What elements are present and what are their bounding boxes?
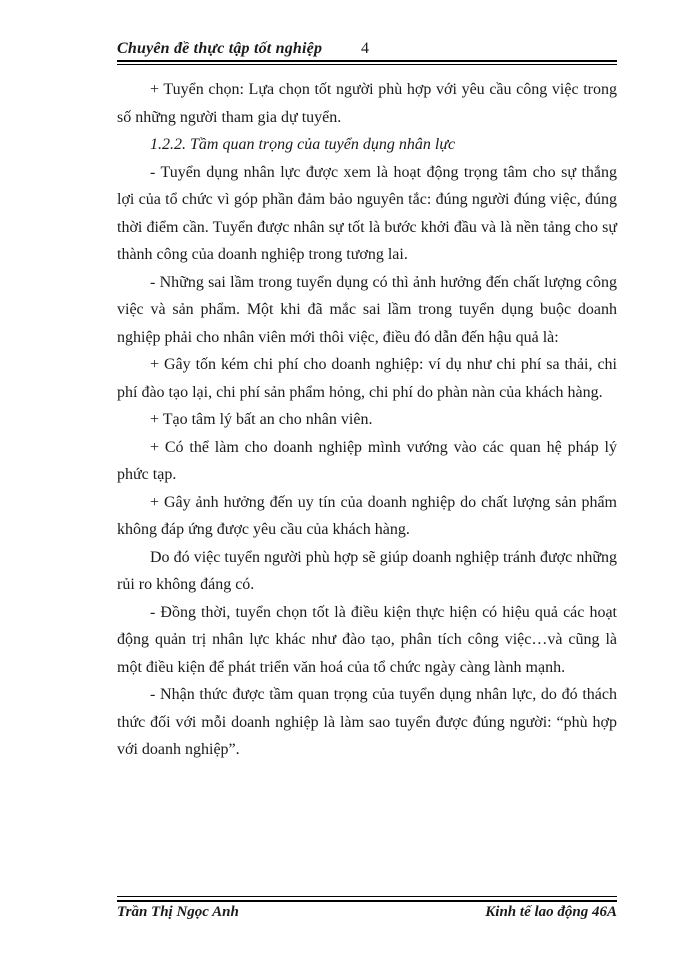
footer-author: Trần Thị Ngọc Anh bbox=[117, 904, 239, 920]
paragraph: Do đó việc tuyển người phù hợp sẽ giúp doanh nghiệp tránh được những rủi ro không đáng có. bbox=[117, 548, 617, 593]
paragraph: + Tuyển chọn: Lựa chọn tốt người phù hợp với yêu cầu công việc trong số những người tham gia dự tuyển. bbox=[117, 81, 617, 126]
page-footer bbox=[117, 896, 617, 926]
document-body bbox=[117, 76, 617, 764]
header-title: Chuyên đề thực tập tốt nghiệp bbox=[117, 40, 323, 57]
paragraph: + Gây tốn kém chi phí cho doanh nghiệp: ví dụ như chi phí sa thải, chi phí đào tạo lại, chi phí sản phẩm hỏng, chi phí do phàn nàn của khách hàng. bbox=[117, 356, 617, 401]
footer-class: Kinh tế lao động 46A bbox=[485, 904, 617, 920]
footer-rule bbox=[117, 900, 617, 902]
footer-rule-thin bbox=[117, 896, 617, 897]
paragraph: - Tuyển dụng nhân lực được xem là hoạt động trọng tâm cho sự thắng lợi của tổ chức vì góp phần đảm bảo nguyên tắc: đúng người đúng việc, đúng thời điểm cần. Tuyển được nhân sự tốt là bước khởi đầu và là nền tảng cho sự thành công của doanh nghiệp trong tương lai. bbox=[117, 163, 617, 263]
paragraph: + Có thể làm cho doanh nghiệp mình vướng vào các quan hệ pháp lý phức tạp. bbox=[117, 438, 617, 483]
page-header bbox=[117, 40, 617, 66]
header-rule-thin bbox=[117, 64, 617, 65]
header-rule bbox=[117, 60, 617, 62]
section-heading: 1.2.2. Tầm quan trọng của tuyển dụng nhân lực bbox=[150, 136, 456, 153]
paragraph: + Tạo tâm lý bất an cho nhân viên. bbox=[150, 411, 373, 428]
paragraph: - Những sai lầm trong tuyển dụng có thì ảnh hưởng đến chất lượng công việc và sản phẩm. Một khi đã mắc sai lầm trong tuyển dụng buộc doanh nghiệp phải cho nhân viên mới thôi việc, điều đó dẫn đến hậu quả là: bbox=[117, 273, 617, 346]
paragraph: - Đồng thời, tuyển chọn tốt là điều kiện thực hiện có hiệu quả các hoạt động quản trị nhân lực khác như đào tạo, phân tích công việc…và cũng là một điều kiện để phát triển văn hoá của tổ chức ngày càng lành mạnh. bbox=[117, 603, 617, 676]
paragraph: - Nhận thức được tầm quan trọng của tuyển dụng nhân lực, do đó thách thức đối với mỗi doanh nghiệp là làm sao tuyển được đúng người: “phù hợp với doanh nghiệp”. bbox=[117, 686, 617, 758]
paragraph: + Gây ảnh hưởng đến uy tín của doanh nghiệp do chất lượng sản phẩm không đáp ứng được yêu cầu của khách hàng. bbox=[117, 493, 617, 538]
page-number: 4 bbox=[361, 40, 369, 57]
